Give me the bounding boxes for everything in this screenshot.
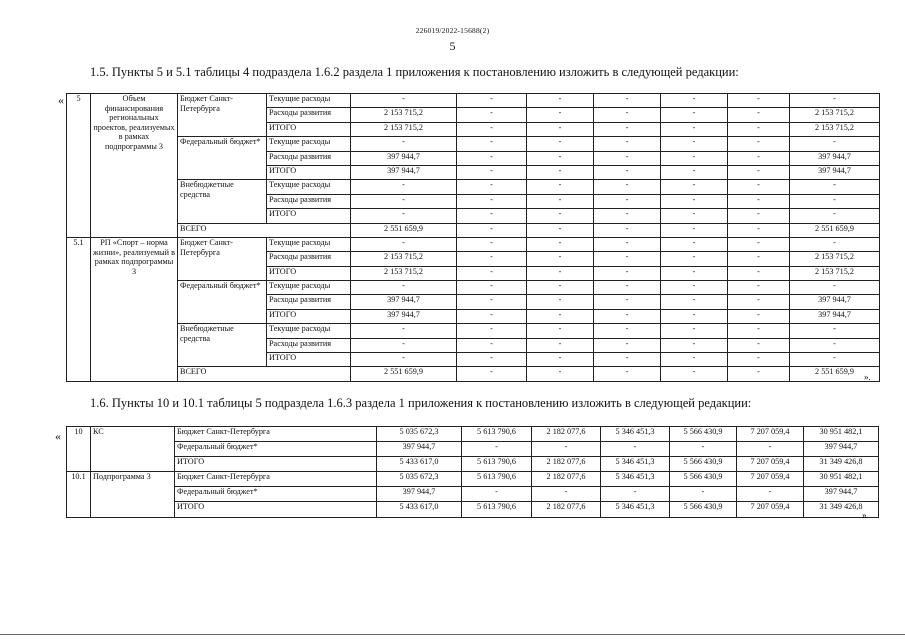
value-cell: 397 944,7 [351, 151, 457, 165]
value-cell: - [728, 94, 790, 108]
value-cell: - [601, 442, 670, 457]
value-cell: - [594, 194, 661, 208]
value-cell: - [351, 137, 457, 151]
value-cell: - [457, 309, 527, 323]
value-cell: - [728, 237, 790, 251]
value-cell: 5 613 790,6 [462, 472, 532, 487]
value-cell: - [790, 324, 880, 338]
value-cell: 30 951 482,1 [804, 427, 879, 442]
value-cell: 5 346 451,3 [601, 457, 670, 472]
value-cell: - [790, 338, 880, 352]
table1-close-quote: ». [864, 372, 871, 382]
value-cell: - [594, 223, 661, 237]
value-cell: - [728, 180, 790, 194]
table-5-excerpt [66, 426, 879, 518]
value-cell: - [661, 353, 728, 367]
value-cell: - [527, 237, 594, 251]
value-cell: 5 613 790,6 [462, 502, 532, 517]
value-cell: - [728, 338, 790, 352]
value-cell: 397 944,7 [804, 442, 879, 457]
value-cell: - [457, 338, 527, 352]
value-cell: 2 551 659,9 [351, 367, 457, 381]
value-cell: - [527, 209, 594, 223]
value-cell: - [457, 151, 527, 165]
value-cell: - [527, 309, 594, 323]
value-cell: - [728, 324, 790, 338]
table-row [67, 94, 880, 108]
value-cell: - [661, 237, 728, 251]
value-cell: - [457, 209, 527, 223]
value-cell: - [527, 252, 594, 266]
value-cell: - [527, 367, 594, 381]
value-cell: - [661, 252, 728, 266]
value-cell: - [527, 295, 594, 309]
value-cell: - [661, 338, 728, 352]
value-cell: - [594, 137, 661, 151]
value-cell: 2 551 659,9 [351, 223, 457, 237]
value-cell: - [351, 338, 457, 352]
value-cell: 2 153 715,2 [351, 252, 457, 266]
value-cell: - [790, 137, 880, 151]
value-cell: 397 944,7 [351, 295, 457, 309]
expense-type: ИТОГО [267, 209, 351, 223]
value-cell: - [594, 281, 661, 295]
funding-source: Бюджет Санкт-Петербурга [178, 94, 267, 137]
value-cell: - [532, 487, 601, 502]
value-cell: 2 182 077,6 [532, 457, 601, 472]
value-cell: 5 566 430,9 [670, 427, 737, 442]
value-cell: - [594, 338, 661, 352]
expense-type: ИТОГО [267, 353, 351, 367]
value-cell: - [728, 137, 790, 151]
value-cell: - [661, 309, 728, 323]
table-row [67, 472, 879, 487]
expense-type: ИТОГО [267, 309, 351, 323]
value-cell: - [661, 122, 728, 136]
value-cell: 5 346 451,3 [601, 472, 670, 487]
value-cell: 5 346 451,3 [601, 502, 670, 517]
value-cell: - [351, 209, 457, 223]
value-cell: - [661, 367, 728, 381]
value-cell: 2 153 715,2 [790, 122, 880, 136]
expense-type: Расходы развития [267, 295, 351, 309]
value-cell: - [457, 165, 527, 179]
value-cell: - [661, 266, 728, 280]
expense-type: Расходы развития [267, 151, 351, 165]
value-cell: - [351, 237, 457, 251]
value-cell: - [457, 353, 527, 367]
funding-source: Федеральный бюджет* [178, 281, 267, 324]
document-number: 226019/2022-15688(2) [415, 26, 490, 35]
funding-source: Бюджет Санкт-Петербурга [175, 472, 377, 487]
table-row [67, 502, 879, 517]
value-cell: 397 944,7 [351, 165, 457, 179]
value-cell: - [351, 194, 457, 208]
table-row [67, 457, 879, 472]
value-cell: 2 182 077,6 [532, 472, 601, 487]
value-cell: 2 551 659,9 [790, 367, 880, 381]
value-cell: - [601, 487, 670, 502]
value-cell: - [594, 324, 661, 338]
value-cell: 2 182 077,6 [532, 427, 601, 442]
expense-type: ИТОГО [267, 165, 351, 179]
value-cell: - [670, 442, 737, 457]
table-5-body [67, 427, 879, 518]
value-cell: - [457, 94, 527, 108]
value-cell: - [594, 367, 661, 381]
value-cell: - [728, 122, 790, 136]
value-cell: - [462, 487, 532, 502]
value-cell: - [661, 94, 728, 108]
value-cell: - [457, 295, 527, 309]
value-cell: - [457, 252, 527, 266]
value-cell: 397 944,7 [804, 487, 879, 502]
value-cell: 7 207 059,4 [737, 502, 804, 517]
value-cell: 5 035 672,3 [377, 427, 462, 442]
value-cell: - [351, 324, 457, 338]
value-cell: - [790, 194, 880, 208]
value-cell: 397 944,7 [790, 151, 880, 165]
value-cell: - [351, 94, 457, 108]
funding-source: Внебюджетные средства [178, 324, 267, 367]
value-cell: - [351, 281, 457, 295]
value-cell: - [594, 237, 661, 251]
expense-type: ИТОГО [267, 122, 351, 136]
value-cell: - [737, 442, 804, 457]
table-row [67, 427, 879, 442]
value-cell: - [661, 295, 728, 309]
value-cell: - [594, 209, 661, 223]
instruction-1-5: 1.5. Пункты 5 и 5.1 таблицы 4 подраздела 1.6.2 раздела 1 приложения к постановлению изложить в следующей редакции: [90, 65, 739, 79]
expense-type: Расходы развития [267, 194, 351, 208]
value-cell: - [728, 223, 790, 237]
instruction-1-6: 1.6. Пункты 10 и 10.1 таблицы 5 подраздела 1.6.3 раздела 1 приложения к постановлению изложить в следующей редакции: [90, 396, 752, 410]
value-cell: 2 153 715,2 [351, 122, 457, 136]
row-description: РП «Спорт – норма жизни», реализуемый в рамках подпрограммы 3 [91, 237, 178, 381]
value-cell: - [527, 338, 594, 352]
value-cell: - [594, 165, 661, 179]
expense-type: Текущие расходы [267, 237, 351, 251]
value-cell: 5 346 451,3 [601, 427, 670, 442]
expense-type: ИТОГО [267, 266, 351, 280]
table-4-body [67, 94, 880, 382]
value-cell: 397 944,7 [377, 442, 462, 457]
value-cell: - [457, 180, 527, 194]
value-cell: - [728, 165, 790, 179]
value-cell: - [594, 108, 661, 122]
value-cell: - [527, 151, 594, 165]
total-label: ВСЕГО [178, 367, 351, 381]
value-cell: - [457, 122, 527, 136]
funding-source: Внебюджетные средства [178, 180, 267, 223]
value-cell: - [527, 122, 594, 136]
value-cell: - [457, 324, 527, 338]
value-cell: - [457, 237, 527, 251]
value-cell: - [594, 295, 661, 309]
expense-type: Текущие расходы [267, 324, 351, 338]
funding-source: Бюджет Санкт-Петербурга [178, 237, 267, 280]
value-cell: - [737, 487, 804, 502]
value-cell: - [594, 151, 661, 165]
value-cell: 397 944,7 [790, 295, 880, 309]
value-cell: - [661, 180, 728, 194]
value-cell: - [527, 281, 594, 295]
value-cell: - [661, 165, 728, 179]
value-cell: 31 349 426,8 [804, 502, 879, 517]
value-cell: - [790, 180, 880, 194]
value-cell: 397 944,7 [790, 165, 880, 179]
value-cell: 7 207 059,4 [737, 457, 804, 472]
value-cell: 2 153 715,2 [790, 252, 880, 266]
funding-source: Федеральный бюджет* [175, 487, 377, 502]
value-cell: 5 035 672,3 [377, 472, 462, 487]
value-cell: - [661, 324, 728, 338]
value-cell: - [527, 223, 594, 237]
table-row [67, 180, 880, 194]
row-number: 10 [67, 427, 91, 472]
value-cell: - [728, 108, 790, 122]
value-cell: - [457, 367, 527, 381]
value-cell: - [728, 367, 790, 381]
expense-type: Расходы развития [267, 108, 351, 122]
value-cell: - [594, 180, 661, 194]
value-cell: - [661, 108, 728, 122]
value-cell: 2 153 715,2 [790, 108, 880, 122]
expense-type: Текущие расходы [267, 180, 351, 194]
funding-source: Федеральный бюджет* [178, 137, 267, 180]
table2-open-quote: « [55, 429, 61, 443]
value-cell: - [351, 180, 457, 194]
value-cell: 2 153 715,2 [351, 266, 457, 280]
row-description: Объем финансирования региональных проектов, реализуемых в рамках подпрограммы 3 [91, 94, 178, 238]
expense-type: Текущие расходы [267, 281, 351, 295]
table-row [67, 442, 879, 457]
table-row [67, 137, 880, 151]
row-number: 10.1 [67, 472, 91, 517]
table-row-total [67, 223, 880, 237]
value-cell: 2 153 715,2 [351, 108, 457, 122]
value-cell: - [594, 252, 661, 266]
value-cell: - [661, 151, 728, 165]
value-cell: - [594, 94, 661, 108]
row-number: 5 [67, 94, 91, 238]
funding-source: Бюджет Санкт-Петербурга [175, 427, 377, 442]
value-cell: - [527, 353, 594, 367]
table-row [67, 487, 879, 502]
value-cell: - [728, 295, 790, 309]
value-cell: - [661, 223, 728, 237]
value-cell: - [728, 266, 790, 280]
value-cell: - [457, 108, 527, 122]
value-cell: - [457, 194, 527, 208]
value-cell: 397 944,7 [351, 309, 457, 323]
table2-close-quote: ». [862, 510, 869, 520]
value-cell: - [661, 137, 728, 151]
value-cell: - [790, 281, 880, 295]
total-label: ВСЕГО [178, 223, 351, 237]
value-cell: - [527, 194, 594, 208]
value-cell: - [728, 309, 790, 323]
value-cell: 5 433 617,0 [377, 457, 462, 472]
value-cell: - [457, 266, 527, 280]
value-cell: - [527, 324, 594, 338]
value-cell: - [532, 442, 601, 457]
value-cell: 5 566 430,9 [670, 472, 737, 487]
expense-type: Текущие расходы [267, 137, 351, 151]
value-cell: - [594, 309, 661, 323]
value-cell: - [728, 209, 790, 223]
row-name: Подпрограмма 3 [91, 472, 175, 517]
value-cell: 2 153 715,2 [790, 266, 880, 280]
value-cell: - [728, 353, 790, 367]
value-cell: - [728, 281, 790, 295]
page-number: 5 [449, 39, 456, 53]
value-cell: 397 944,7 [377, 487, 462, 502]
table-4-excerpt [66, 93, 880, 382]
value-cell: - [527, 165, 594, 179]
expense-type: Текущие расходы [267, 94, 351, 108]
value-cell: 2 551 659,9 [790, 223, 880, 237]
value-cell: - [594, 122, 661, 136]
value-cell: 5 566 430,9 [670, 457, 737, 472]
value-cell: - [661, 194, 728, 208]
value-cell: - [790, 237, 880, 251]
value-cell: - [457, 223, 527, 237]
value-cell: 397 944,7 [790, 309, 880, 323]
value-cell: - [670, 487, 737, 502]
value-cell: - [527, 266, 594, 280]
funding-source: ИТОГО [175, 457, 377, 472]
table-row [67, 281, 880, 295]
table-row [67, 324, 880, 338]
row-name: КС [91, 427, 175, 472]
value-cell: - [457, 137, 527, 151]
funding-source: ИТОГО [175, 502, 377, 517]
value-cell: - [527, 137, 594, 151]
value-cell: - [661, 209, 728, 223]
value-cell: - [661, 281, 728, 295]
value-cell: - [728, 151, 790, 165]
value-cell: 31 349 426,8 [804, 457, 879, 472]
value-cell: - [594, 266, 661, 280]
value-cell: - [527, 94, 594, 108]
value-cell: 5 566 430,9 [670, 502, 737, 517]
value-cell: - [790, 94, 880, 108]
value-cell: - [728, 194, 790, 208]
value-cell: - [462, 442, 532, 457]
value-cell: 5 613 790,6 [462, 427, 532, 442]
value-cell: 7 207 059,4 [737, 427, 804, 442]
scan-edge-line [0, 634, 905, 635]
value-cell: - [790, 353, 880, 367]
funding-source: Федеральный бюджет* [175, 442, 377, 457]
row-number: 5.1 [67, 237, 91, 381]
table1-open-quote: « [58, 93, 64, 107]
expense-type: Расходы развития [267, 338, 351, 352]
value-cell: 30 951 482,1 [804, 472, 879, 487]
expense-type: Расходы развития [267, 252, 351, 266]
value-cell: - [527, 180, 594, 194]
value-cell: - [790, 209, 880, 223]
value-cell: - [457, 281, 527, 295]
table-row [67, 237, 880, 251]
value-cell: - [351, 353, 457, 367]
value-cell: - [594, 353, 661, 367]
value-cell: 5 433 617,0 [377, 502, 462, 517]
table-row-total [67, 367, 880, 381]
value-cell: - [527, 108, 594, 122]
value-cell: 2 182 077,6 [532, 502, 601, 517]
value-cell: 7 207 059,4 [737, 472, 804, 487]
value-cell: 5 613 790,6 [462, 457, 532, 472]
value-cell: - [728, 252, 790, 266]
